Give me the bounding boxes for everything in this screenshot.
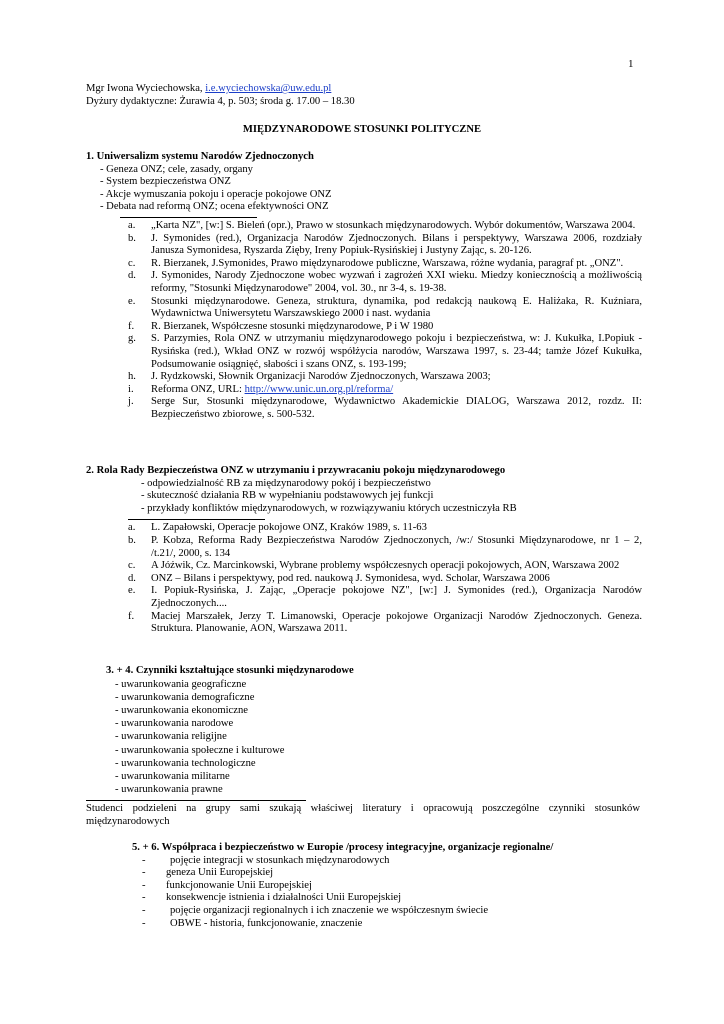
header: [86, 83, 646, 108]
page-title: MIĘDZYNARODOWE STOSUNKI POLITYCZNE: [242, 124, 482, 135]
topic-item: - odpowiedzialność RB za międzynarodowy pokój i bezpieczeństwo: [141, 477, 431, 489]
reforma-link[interactable]: http://www.unic.un.org.pl/reforma/: [244, 383, 394, 395]
divider: [86, 800, 306, 801]
reference-item: b. J. Symonides (red.), Organizacja Narodów Zjednoczonych. Bilans i perspektywy, Warszawa 2006, rozdziały Janusza Symonidesa, Ryszarda Zięby, Ireny Popiuk-Rysińskiej i Justyny Zając, s. 20-126.: [128, 232, 642, 257]
topic-item: - pojęcie integracji w stosunkach międzynarodowych: [142, 854, 390, 866]
author-name: Mgr Iwona Wyciechowska,: [86, 83, 206, 94]
topic-item: - geneza Unii Europejskiej: [142, 867, 274, 879]
section-2-references: [128, 522, 642, 635]
section-1-heading: 1. Uniwersalizm systemu Narodów Zjednoczonych: [86, 151, 314, 162]
topic-item: - uwarunkowania społeczne i kulturowe: [115, 744, 285, 756]
section-1-references: [128, 220, 642, 422]
topic-item: - uwarunkowania demograficzne: [115, 691, 255, 703]
topic-item: - uwarunkowania prawne: [115, 784, 223, 796]
divider: [120, 217, 257, 218]
topic-item: - uwarunkowania militarne: [115, 771, 230, 783]
section-2-topics: [86, 478, 642, 516]
reference-item: a. „Karta NZ", [w:] S. Bieleń (opr.), Prawo w stosunkach międzynarodowych. Wybór dokumentów, Warszawa 2004.: [128, 219, 636, 231]
reference-item: e. Stosunki międzynarodowe. Geneza, struktura, dynamika, pod redakcją naukową E. Haliżaka, R. Kuźniara, Wydawnictwa Uniwersytetu Warszawskiego 2000 i nast. wydania: [128, 295, 642, 320]
reference-item: c. A Jóźwik, Cz. Marcinkowski, Wybrane problemy współczesnych operacji pokojowych, AON, Warszawa 2002: [128, 560, 620, 572]
section-4-topics: [86, 855, 642, 931]
reference-item: h. J. Rydzkowski, Słownik Organizacji Narodów Zjednoczonych, Warszawa 2003;: [128, 371, 491, 383]
topic-item: - skuteczność działania RB w wypełnianiu podstawowych jej funkcji: [141, 490, 434, 502]
reference-item: i. Reforma ONZ, URL: http://www.unic.un.org.pl/reforma/: [128, 383, 394, 395]
topic-item: - uwarunkowania ekonomiczne: [115, 705, 248, 716]
topic-item: - Debata nad reformą ONZ; ocena efektywności ONZ: [100, 201, 329, 213]
section-2: [86, 465, 642, 636]
reference-item: f. R. Bierzanek, Współczesne stosunki międzynarodowe, P i W 1980: [128, 320, 434, 332]
topic-item: - przykłady konfliktów międzynarodowych, w rozwiązywaniu których uczestniczyła RB: [141, 502, 517, 514]
reference-item: c. R. Bierzanek, J.Symonides, Prawo międzynarodowe publiczne, Warszawa, różne wydania, paragraf pt. „ONZ".: [128, 257, 624, 269]
topic-item: - OBWE - historia, funkcjonowanie, znaczenie: [142, 917, 363, 929]
reference-item: f. Maciej Marszałek, Jerzy T. Limanowski, Operacje pokojowe Organizacji Narodów Zjednoczonych. Geneza. Struktura. Planowanie, AON, Warszawa 2011.: [128, 610, 642, 635]
topic-item: - pojęcie organizacji regionalnych i ich znaczenie we współczesnym świecie: [142, 904, 489, 916]
section-3: [86, 665, 642, 829]
topic-item: - System bezpieczeństwa ONZ: [100, 176, 231, 188]
reference-item: d. ONZ – Bilans i perspektywy, pod red. naukową J. Symonidesa, wyd. Scholar, Warszawa 2006: [128, 572, 550, 584]
reference-item: a. L. Zapałowski, Operacje pokojowe ONZ, Kraków 1989, s. 11-63: [128, 522, 427, 534]
topic-item: - uwarunkowania narodowe: [115, 718, 234, 730]
section-3-heading: 3. + 4. Czynniki kształtujące stosunki międzynarodowe: [106, 665, 354, 676]
section-1-topics: [86, 164, 642, 214]
reference-item: j. Serge Sur, Stosunki międzynarodowe, Wydawnictwo Akademickie DIALOG, Warszawa 2012, rozdz. II: Bezpieczeństwo zbiorowe, s. 500-532.: [128, 396, 642, 420]
topic-item: - uwarunkowania geograficzne: [115, 678, 247, 690]
section-4-heading: 5. + 6. Współpraca i bezpieczeństwo w Europie /procesy integracyjne, organizacje regionalne/: [132, 842, 554, 853]
reference-item: b. P. Kobza, Reforma Rady Bezpieczeństwa Narodów Zjednoczonych, /w:/ Stosunki Międzynarodowe, nr 1 – 2, /t.21/, 2000, s. 134: [128, 534, 642, 559]
topic-item: - Geneza ONZ; cele, zasady, organy: [100, 163, 253, 175]
page-number: 1: [628, 58, 634, 70]
topic-item: - konsekwencje istnienia i działalności Unii Europejskiej: [142, 892, 402, 904]
author-line: [86, 83, 646, 96]
reference-item: g. S. Parzymies, Rola ONZ w utrzymaniu międzynarodowego pokoju i bezpieczeństwa, w: J. Kukułka, I.Popiuk -Rysińska (red.), Wkład ONZ w rozwój współżycia narodów, Warszawa 1997, s. 23-44; tamże Józef Kukułka, Podsumowanie osiągnięć, słabości i szans ONZ, s. 193-199;: [128, 333, 642, 370]
section-3-topics: [86, 678, 642, 797]
section-4: [86, 842, 642, 930]
section-3-note: Studenci podzieleni na grupy sami szukają właściwej literatury i opracowują poszczególne czynniki stosunków międzynarodowych: [86, 803, 640, 828]
divider: [128, 519, 265, 520]
reference-item: d. J. Symonides, Narody Zjednoczone wobec wyzwań i zagrożeń XXI wieku. Miedzy koniecznością a możliwością reformy, "Stosunki Międzynarodowe" 2004, vol. 30., nr 3-4, s. 19-38.: [128, 270, 642, 294]
topic-item: - funkcjonowanie Unii Europejskiej: [142, 879, 312, 891]
topic-item: - uwarunkowania religijne: [115, 731, 227, 743]
reference-item: e. I. Popiuk-Rysińska, J. Zając, „Operacje pokojowe NZ", [w:] J. Symonides (red.), Organizacja Narodów Zjednoczonych....: [128, 585, 642, 609]
office-hours: Dyżury dydaktyczne: Żurawia 4, p. 503; środa g. 17.00 – 18.30: [86, 95, 355, 107]
email-link[interactable]: i.e.wyciechowska@uw.edu.pl: [205, 83, 332, 94]
section-1: [86, 151, 642, 421]
topic-item: - Akcje wymuszania pokoju i operacje pokojowe ONZ: [100, 188, 332, 200]
topic-item: - uwarunkowania technologiczne: [115, 757, 256, 769]
section-2-heading: 2. Rola Rady Bezpieczeństwa ONZ w utrzymaniu i przywracaniu pokoju międzynarodowego: [86, 465, 506, 476]
